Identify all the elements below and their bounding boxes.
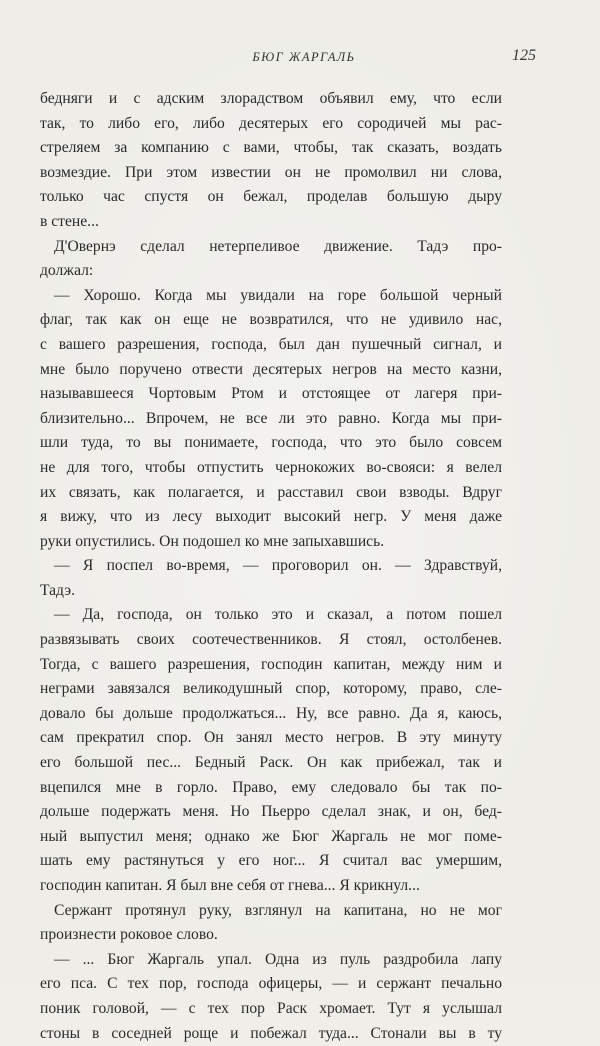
text-line: бедняги и с адским злорадством объявил ему, что если <box>40 90 502 107</box>
text-line: вцепился мне в горло. Право, ему следовало бы так по- <box>40 778 502 796</box>
text-line: ный выпустил меня; однако же Бюг Жаргаль не мог поме- <box>40 827 502 845</box>
text-line: довало бы дольше продолжаться... Ну, все равно. Да я, каюсь, <box>40 704 502 722</box>
page-number: 125 <box>512 47 536 64</box>
text-line: шать ему растянуться у его ног... Я считал вас умершим, <box>40 852 502 870</box>
page-header <box>40 47 568 72</box>
text-line: произнести роковое слово. <box>40 926 218 944</box>
text-line: называвшееся Чортовым Ртом и отстоящее от лагеря при- <box>40 385 502 403</box>
text-line: не для того, чтобы отпустить чернокожих во-свояси: я велел <box>40 458 502 476</box>
text-line: мне было поручено отвести десятерых негров на место казни, <box>40 360 502 378</box>
text-line: я вижу, что из лесу выходит высокий негр. У меня даже <box>40 508 502 526</box>
text-line: развязывать своих соотечественников. Я стоял, остолбенев. <box>40 631 502 649</box>
text-line: с вашего разрешения, господа, был дан пушечный сигнал, и <box>40 335 502 353</box>
text-line: Сержант протянул руку, взглянул на капитана, но не мог <box>54 901 502 919</box>
text-line: стреляем за компанию с вами, чтобы, так сказать, воздать <box>40 139 502 157</box>
text-line: поник головой, — с тех пор Раск хромает. Тут я услышал <box>40 999 502 1017</box>
text-line: — Да, господа, он только это и сказал, а потом пошел <box>54 606 502 624</box>
text-line: флаг, так как он еще не возвратился, что не удивило нас, <box>40 311 502 329</box>
text-line: в стене... <box>40 212 99 230</box>
text-line: господин капитан. Я был вне себя от гнева... Я крикнул... <box>40 877 420 894</box>
text-line: Тогда, с вашего разрешения, господин капитан, между ним и <box>40 655 502 673</box>
text-line: неграми завязался великодушный спор, которому, право, сле- <box>40 680 502 698</box>
text-line: Тадэ. <box>40 581 75 599</box>
text-line: — ... Бюг Жаргаль упал. Одна из пуль раздробила лапу <box>54 950 502 968</box>
text-line: Д'Овернэ сделал нетерпеливое движение. Тадэ про- <box>54 237 502 255</box>
text-line: близительно... Впрочем, не все ли это равно. Когда мы при- <box>40 409 502 427</box>
text-line: дольше подержать меня. Но Пьерро сделал знак, и он, бед- <box>40 803 502 821</box>
text-line: руки опустились. Он подошел ко мне запыхавшись. <box>40 532 385 550</box>
text-line: должал: <box>40 262 94 280</box>
text-line: возмездие. При этом известии он не промолвил ни слова, <box>40 163 502 181</box>
text-line: его пса. С тех пор, господа офицеры, — и сержант печально <box>40 975 502 993</box>
text-line: только час спустя он бежал, проделав большую дыру <box>40 188 502 206</box>
running-title: БЮГ ЖАРГАЛЬ <box>252 50 356 64</box>
text-line: сам прекратил спор. Он занял место негров. В эту минуту <box>40 729 502 747</box>
text-line: так, то либо его, либо десятерых его сородичей мы рас- <box>40 114 502 132</box>
text-line: стоны в соседней роще и побежал туда... Стонали вы в ту <box>40 1024 502 1042</box>
text-line: шли туда, то вы понимаете, господа, что это было совсем <box>40 434 502 452</box>
text-line: его большой пес... Бедный Раск. Он как прибежал, так и <box>40 754 502 772</box>
text-line: — Хорошо. Когда мы увидали на горе большой черный <box>54 286 502 304</box>
body-text <box>40 87 502 1046</box>
text-line: — Я поспел во-время, — проговорил он. — Здравствуй, <box>54 557 502 575</box>
text-line: их связать, как полагается, и расставил свои взводы. Вдруг <box>40 483 502 501</box>
